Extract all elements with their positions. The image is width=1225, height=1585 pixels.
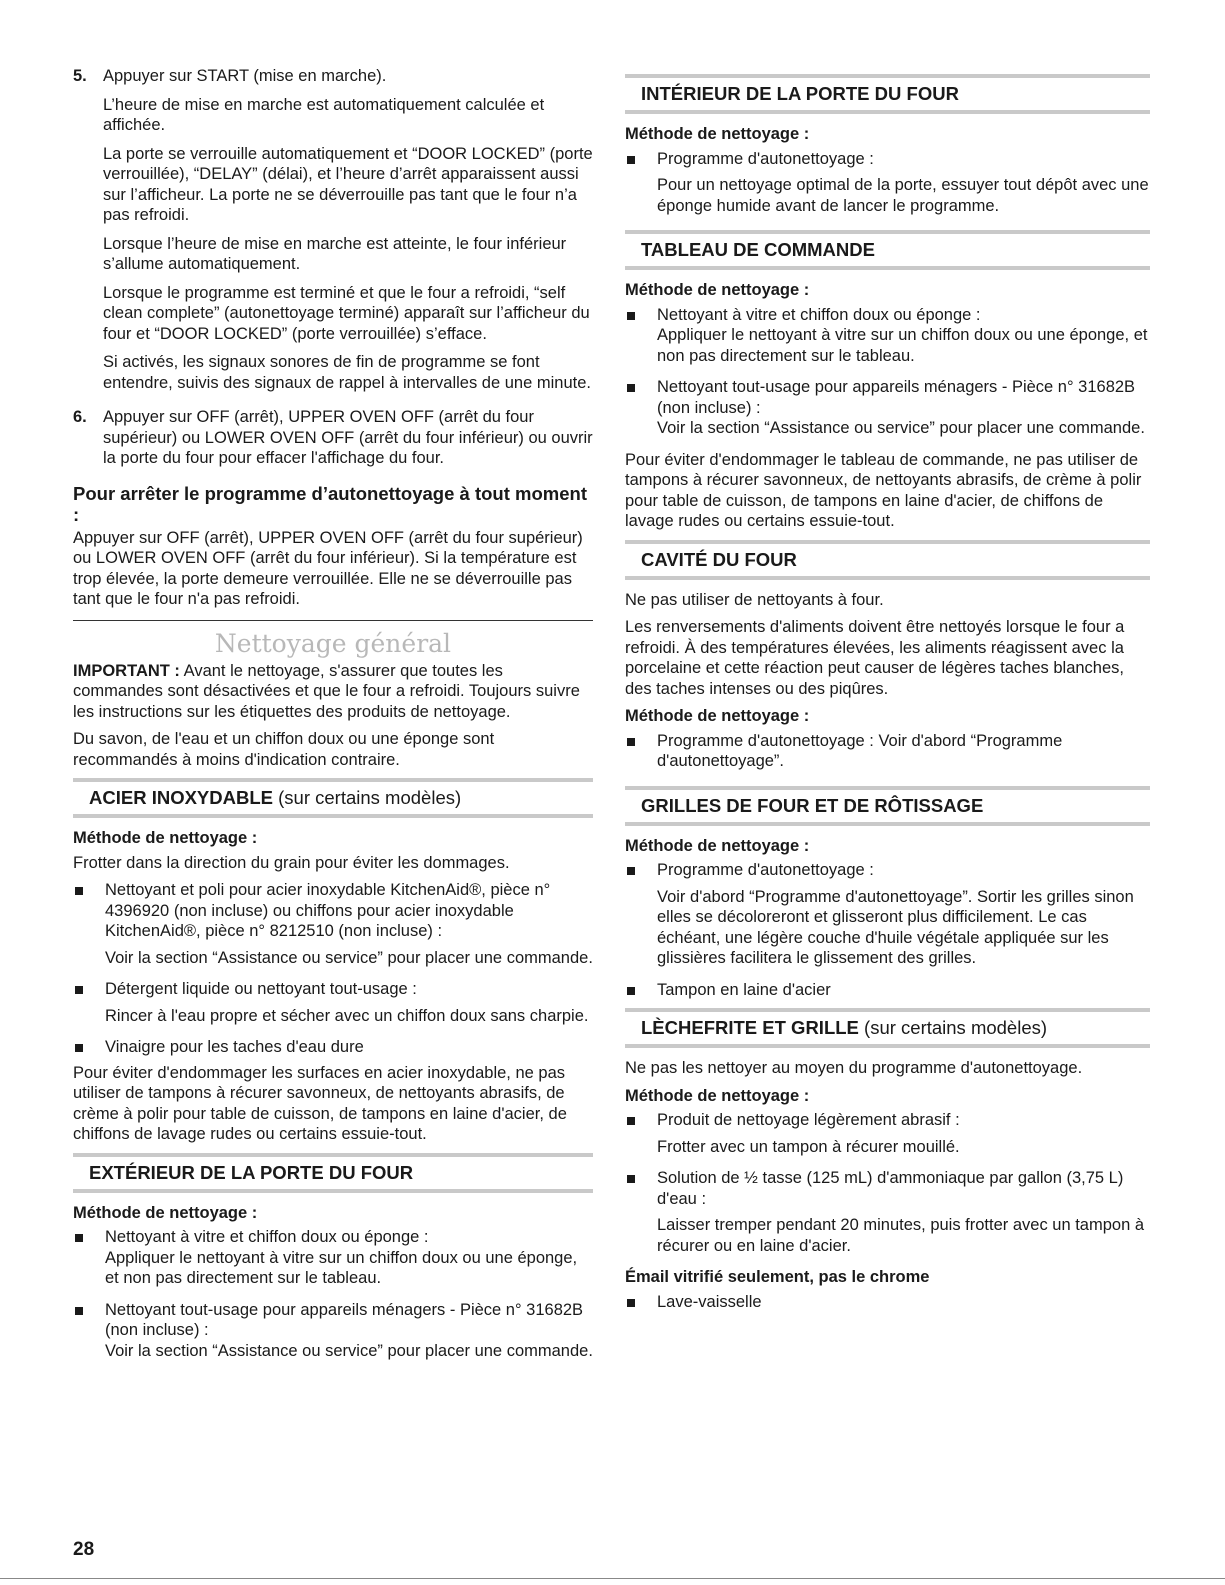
paragraph: Ne pas utiliser de nettoyants à four. xyxy=(625,590,884,609)
section-title-general: Nettoyage général xyxy=(214,628,452,658)
bullet-item xyxy=(625,305,1150,373)
bullet-text: Produit de nettoyage légèrement abrasif : xyxy=(657,1111,960,1129)
warning-text: Pour éviter d'endommager le tableau de commande, ne pas utiliser de tampons à récurer savonneux, de nettoyants abrasifs, de crème à polir pour table de cuisson, de tampons en laine d'acier, de chiffons de lavage rudes ou certains essuie-tout. xyxy=(625,450,1142,530)
bullet-text: Nettoyant à vitre et chiffon doux ou éponge : xyxy=(105,1228,429,1246)
method-label: Méthode de nettoyage : xyxy=(73,829,258,847)
intro-text: Ne pas les nettoyer au moyen du programme d'autonettoyage. xyxy=(625,1059,1083,1077)
step-number: 5. xyxy=(73,67,87,85)
method-label: Méthode de nettoyage : xyxy=(625,281,810,299)
bullet-icon xyxy=(627,867,635,875)
bullet-subtext: Pour un nettoyage optimal de la porte, essuyer tout dépôt avec une éponge humide avant de lancer le programme. xyxy=(657,176,1149,215)
bullet-subtext: Voir d'abord “Programme d'autonettoyage”. Sortir les grilles sinon elles se décoloreront et glisseront plus difficilement. Le cas échéant, une légère couche d'huile végétale appliquée sur les glissières facilitera le glissement des grilles. xyxy=(657,887,1134,967)
method-label: Méthode de nettoyage : xyxy=(625,1086,810,1105)
bullet-icon xyxy=(627,987,635,995)
bullet-text: Détergent liquide ou nettoyant tout-usage : xyxy=(105,980,417,998)
bullet-item xyxy=(73,880,593,974)
bullet-text: Nettoyant à vitre et chiffon doux ou éponge : xyxy=(657,305,981,324)
section-heading-racks: GRILLES DE FOUR ET DE RÔTISSAGE xyxy=(625,786,1150,826)
bullet-item xyxy=(625,980,1150,1001)
bullet-icon xyxy=(75,1234,83,1242)
bullet-icon xyxy=(627,1175,635,1183)
bullet-text: Nettoyant et poli pour acier inoxydable KitchenAid®, pièce n° 4396920 (non incluse) ou chiffons pour acier inoxydable KitchenAid®, pièce n° 8212510 (non incluse) : xyxy=(105,881,551,940)
left-column xyxy=(73,66,593,1372)
bullet-item xyxy=(73,979,593,1032)
bullet-item xyxy=(73,1037,593,1058)
section-heading-broiler xyxy=(625,1008,1150,1048)
bullet-icon xyxy=(627,738,635,746)
bullet-text: Vinaigre pour les taches d'eau dure xyxy=(105,1038,364,1056)
bullet-text: Solution de ½ tasse (125 mL) d'ammoniaque par gallon (3,75 L) d'eau : xyxy=(657,1169,1124,1208)
stop-text: Appuyer sur OFF (arrêt), UPPER OVEN OFF (arrêt du four supérieur) ou LOWER OVEN OFF (arrêt du four inférieur). Si la température est trop élevée, la porte demeure verrouillée. Elle ne se déverrouille pas tant que le four n'a pas refroidi. xyxy=(73,528,583,608)
step-5 xyxy=(73,66,593,401)
step-body: Appuyer sur OFF (arrêt), UPPER OVEN OFF (arrêt du four supérieur) ou LOWER OVEN OFF (arrêt du four inférieur) ou ouvrir la porte du four pour effacer l'affichage du four. xyxy=(103,408,593,467)
bullet-icon xyxy=(627,1299,635,1307)
important-text: Avant le nettoyage, s'assurer que toutes les commandes sont désactivées et que le four a refroidi. Toujours suivre les instructions sur les étiquettes des produits de nettoyage. xyxy=(73,661,580,721)
bullet-item xyxy=(73,1227,593,1295)
bullet-icon xyxy=(627,384,635,392)
paragraph: Lorsque l’heure de mise en marche est atteinte, le four inférieur s’allume automatiquement. xyxy=(103,234,567,273)
bullet-icon xyxy=(75,986,83,994)
bullet-subtext: Appliquer le nettoyant à vitre sur un chiffon doux ou une éponge, et non pas directement sur le tableau. xyxy=(105,1248,578,1287)
heading-text: LÈCHEFRITE ET GRILLE xyxy=(641,1017,859,1038)
bullet-item xyxy=(625,860,1150,975)
bullet-item xyxy=(73,1300,593,1368)
method-label: Méthode de nettoyage : xyxy=(625,707,810,725)
bullet-text: Programme d'autonettoyage : Voir d'abord “Programme d'autonettoyage”. xyxy=(657,731,1063,770)
paragraph: L’heure de mise en marche est automatiquement calculée et affichée. xyxy=(103,95,545,134)
bullet-icon xyxy=(75,1044,83,1052)
bullet-text: Tampon en laine d'acier xyxy=(657,980,831,999)
bullet-text: Programme d'autonettoyage : xyxy=(657,861,874,879)
paragraph: La porte se verrouille automatiquement et “DOOR LOCKED” (porte verrouillée), “DELAY” (délai), et l’heure d’arrêt apparaissent aussi sur l’afficheur. La porte ne se déverrouille pas tant que le four n’a pas refroidi. xyxy=(103,144,593,224)
bullet-icon xyxy=(627,156,635,164)
step-body xyxy=(103,66,593,401)
heading-text: ACIER INOXYDABLE xyxy=(89,787,273,808)
step-6 xyxy=(73,407,593,469)
soap-note: Du savon, de l'eau et un chiffon doux ou une éponge sont recommandés à moins d'indication contraire. xyxy=(73,730,495,769)
important-note xyxy=(73,661,593,723)
method-label: Méthode de nettoyage : xyxy=(625,836,810,855)
section-heading-cavity: CAVITÉ DU FOUR xyxy=(625,540,1150,580)
heading-suffix: (sur certains modèles) xyxy=(858,1017,1048,1038)
bullet-text: Nettoyant tout-usage pour appareils ménagers - Pièce n° 31682B (non incluse) : xyxy=(657,378,1136,417)
step-number: 6. xyxy=(73,408,87,426)
paragraph: Appuyer sur START (mise en marche). xyxy=(103,67,387,85)
section-heading-inox xyxy=(73,778,593,818)
bullet-icon xyxy=(627,312,635,320)
bullet-icon xyxy=(75,1307,83,1315)
bullet-subtext: Voir la section “Assistance ou service” pour placer une commande. xyxy=(105,948,593,967)
bullet-item xyxy=(625,1110,1150,1163)
section-heading-panel: TABLEAU DE COMMANDE xyxy=(625,230,1150,270)
bullet-subtext: Laisser tremper pendant 20 minutes, puis frotter avec un tampon à récurer ou en laine d'acier. xyxy=(657,1216,1145,1255)
bullet-text: Lave-vaisselle xyxy=(657,1292,762,1311)
stop-heading: Pour arrêter le programme d’autonettoyage à tout moment : xyxy=(73,482,587,525)
page-number: 28 xyxy=(73,1539,95,1560)
section-heading-ext-door: EXTÉRIEUR DE LA PORTE DU FOUR xyxy=(73,1153,593,1193)
bullet-subtext: Rincer à l'eau propre et sécher avec un chiffon doux sans charpie. xyxy=(105,1006,589,1025)
page-bottom-rule xyxy=(0,1578,1225,1579)
bullet-subtext: Voir la section “Assistance ou service” pour placer une commande. xyxy=(657,419,1145,437)
heading-suffix: (sur certains modèles) xyxy=(273,787,462,808)
bullet-subtext: Frotter avec un tampon à récurer mouillé. xyxy=(657,1137,960,1156)
bullet-item xyxy=(625,1168,1150,1262)
warning-text: Pour éviter d'endommager les surfaces en acier inoxydable, ne pas utiliser de tampons à récurer savonneux, de nettoyants abrasifs, de crème à polir pour table de cuisson, de tampons en laine d'acier, de chiffons de lavage rudes ou certains essuie-tout. xyxy=(73,1063,567,1143)
divider xyxy=(73,620,593,621)
bullet-item xyxy=(625,731,1150,778)
bullet-subtext: Voir la section “Assistance ou service” pour placer une commande. xyxy=(105,1341,593,1360)
intro-text: Frotter dans la direction du grain pour éviter les dommages. xyxy=(73,853,510,872)
bullet-icon xyxy=(627,1117,635,1125)
paragraph: Si activés, les signaux sonores de fin de programme se font entendre, suivis des signaux de rappel à intervalles de une minute. xyxy=(103,353,591,392)
bullet-icon xyxy=(75,887,83,895)
method-label: Méthode de nettoyage : xyxy=(625,125,810,143)
bullet-text: Programme d'autonettoyage : xyxy=(657,149,874,168)
bullet-item xyxy=(625,377,1150,445)
method-label: Méthode de nettoyage : xyxy=(73,1203,258,1222)
bullet-text: Nettoyant tout-usage pour appareils ménagers - Pièce n° 31682B (non incluse) : xyxy=(105,1300,584,1339)
section-heading-int-door: INTÉRIEUR DE LA PORTE DU FOUR xyxy=(625,74,1150,114)
right-column xyxy=(625,66,1150,1317)
bullet-item xyxy=(625,149,1150,223)
enamel-heading: Émail vitrifié seulement, pas le chrome xyxy=(625,1268,930,1286)
bullet-item xyxy=(625,1292,1150,1313)
paragraph: Les renversements d'aliments doivent être nettoyés lorsque le four a refroidi. À des températures élevées, les aliments réagissent avec la porcelaine et cette réaction peut causer de légères taches blanches, des taches intenses ou des piqûres. xyxy=(625,618,1125,698)
bullet-subtext: Appliquer le nettoyant à vitre sur un chiffon doux ou une éponge, et non pas directement sur le tableau. xyxy=(657,326,1148,365)
paragraph: Lorsque le programme est terminé et que le four a refroidi, “self clean complete” (autonettoyage terminé) apparaît sur l’afficheur du four et “DOOR LOCKED” (porte verrouillée) s’efface. xyxy=(103,283,590,343)
important-label: IMPORTANT : xyxy=(73,661,180,680)
